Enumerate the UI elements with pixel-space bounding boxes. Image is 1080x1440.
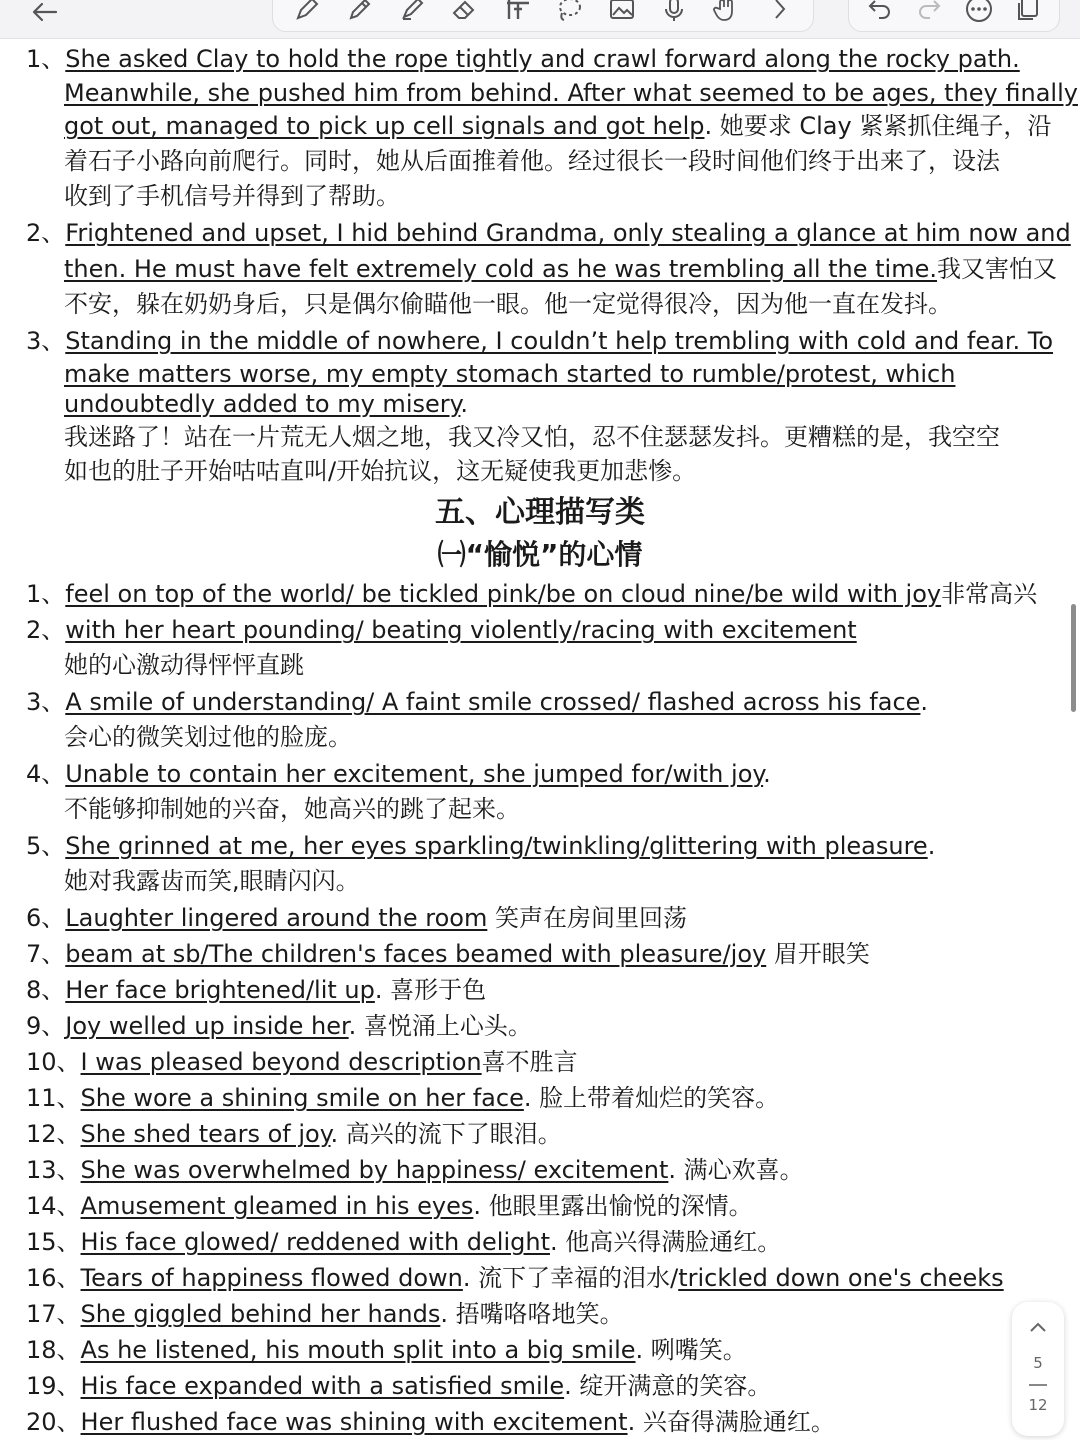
english-text: She grinned at me, her eyes sparkling/twinkling/glittering with pleasure xyxy=(65,832,928,860)
chinese-text: 着石子小路向前爬行。同时，她从后面推着他。经过很长一段时间他们终于出来了，设法 xyxy=(64,147,1000,175)
list-item xyxy=(26,1117,1052,1151)
english-text: She was overwhelmed by happiness/ excitement xyxy=(80,1156,669,1184)
chinese-text: 喜不胜言 xyxy=(481,1048,578,1076)
chinese-text: 她对我露齿而笑,眼睛闪闪。 xyxy=(64,867,360,895)
english-text: Her face brightened/lit up xyxy=(65,976,375,1004)
chinese-text: 不安，躲在奶奶身后，只是偶尔偷瞄他一眼。他一定觉得很冷，因为他一直在发抖。 xyxy=(64,290,952,318)
chinese-text: 我迷路了！站在一片荒无人烟之地，我又冷又怕，忍不住瑟瑟发抖。更糟糕的是，我空空 xyxy=(64,423,1000,451)
chinese-text: . xyxy=(460,390,469,418)
subsection-title: ㈠“愉悦”的心情 xyxy=(437,538,643,571)
item-number: 10、 xyxy=(26,1048,81,1076)
list-item-line xyxy=(64,648,1052,682)
text-tool-icon xyxy=(503,0,531,23)
list-item xyxy=(26,1261,1052,1295)
chevron-right-icon xyxy=(765,0,793,23)
scrollbar-thumb[interactable] xyxy=(1071,604,1076,712)
undo-button[interactable] xyxy=(861,0,899,26)
chinese-text: . 捂嘴咯咯地笑。 xyxy=(440,1300,624,1328)
list-item xyxy=(26,829,1052,863)
list-item xyxy=(26,216,1071,250)
item-number: 2、 xyxy=(26,616,66,644)
english-text: Her flushed face was shining with excitement xyxy=(80,1408,628,1436)
list-item-line xyxy=(64,76,1078,110)
chinese-text: 眉开眼笑 xyxy=(766,940,870,968)
list-item-line xyxy=(64,109,1052,143)
item-number: 18、 xyxy=(26,1336,81,1364)
chinese-text: . 他高兴得满脸通红。 xyxy=(550,1228,782,1256)
list-item xyxy=(26,577,1052,611)
text-tool-button[interactable] xyxy=(498,0,536,26)
chinese-text: . 咧嘴笑。 xyxy=(635,1336,747,1364)
microphone-button[interactable] xyxy=(655,0,693,26)
item-number: 6、 xyxy=(26,904,66,932)
english-text: feel on top of the world/ be tickled pink/be on cloud nine/be wild with joy xyxy=(65,580,942,608)
english-text: Frightened and upset, I hid behind Grandma, only stealing a glance at him now and xyxy=(65,219,1071,247)
list-item xyxy=(26,1009,1052,1043)
list-item xyxy=(26,901,1052,935)
list-item xyxy=(26,757,1052,791)
list-item xyxy=(26,613,1052,647)
chinese-text: . 喜悦涌上心头。 xyxy=(348,1012,532,1040)
chinese-text: 我又害怕又 xyxy=(936,255,1057,283)
item-number: 5、 xyxy=(26,832,66,860)
chinese-text: . 满心欢喜。 xyxy=(668,1156,804,1184)
list-item-line xyxy=(64,357,1052,391)
more-icon xyxy=(965,0,993,23)
english-text: beam at sb/The children's faces beamed with pleasure/joy xyxy=(65,940,767,968)
english-text: Joy welled up inside her xyxy=(65,1012,349,1040)
hand-tool-button[interactable] xyxy=(707,0,745,26)
list-item-line xyxy=(64,720,1052,754)
pencil-icon xyxy=(346,0,374,23)
english-text: A smile of understanding/ A faint smile crossed/ flashed across his face xyxy=(65,688,921,716)
list-item xyxy=(26,685,1052,719)
more-button[interactable] xyxy=(960,0,998,26)
item-number: 14、 xyxy=(26,1192,81,1220)
chinese-text: . 绽开满意的笑容。 xyxy=(564,1372,772,1400)
english-text: got out, managed to pick up cell signals and got help xyxy=(64,112,705,140)
action-bar xyxy=(848,0,1060,32)
english-text: His face glowed/ reddened with delight xyxy=(80,1228,550,1256)
list-item xyxy=(26,937,1052,971)
more-tools-button[interactable] xyxy=(760,0,798,26)
item-number: 9、 xyxy=(26,1012,66,1040)
tool-palette xyxy=(272,0,814,32)
item-number: 8、 xyxy=(26,976,66,1004)
chinese-text: 如也的肚子开始咕咕直叫/开始抗议，这无疑使我更加悲惨。 xyxy=(64,457,697,485)
pages-button[interactable] xyxy=(1009,0,1047,26)
image-tool-button[interactable] xyxy=(603,0,641,26)
top-toolbar xyxy=(0,0,1080,39)
item-number: 3、 xyxy=(26,327,66,355)
chinese-text: . xyxy=(927,832,936,860)
chinese-text: 不能够抑制她的兴奋，她高兴的跳了起来。 xyxy=(64,795,520,823)
lasso-icon xyxy=(555,0,583,23)
redo-icon xyxy=(915,0,943,23)
english-text: She giggled behind her hands xyxy=(80,1300,441,1328)
list-item xyxy=(26,1369,1052,1403)
item-number: 1、 xyxy=(26,45,66,73)
english-text: then. He must have felt extremely cold as he was trembling all the time. xyxy=(64,255,937,283)
english-text: Unable to contain her excitement, she jumped for/with joy xyxy=(65,760,764,788)
english-text-2: trickled down one's cheeks xyxy=(678,1264,1004,1292)
english-text: Meanwhile, she pushed him from behind. After what seemed to be ages, they finally xyxy=(64,79,1078,107)
english-text: Standing in the middle of nowhere, I couldn’t help trembling with cold and fear. To xyxy=(65,327,1054,355)
eraser-icon xyxy=(450,0,478,23)
total-pages: 12 xyxy=(1028,1396,1048,1414)
item-number: 4、 xyxy=(26,760,66,788)
english-text: make matters worse, my empty stomach started to rumble/protest, which xyxy=(64,360,956,388)
item-number: 11、 xyxy=(26,1084,81,1112)
eraser-tool-button[interactable] xyxy=(445,0,483,26)
english-text: Tears of happiness flowed down xyxy=(80,1264,463,1292)
chinese-text: . xyxy=(920,688,929,716)
list-item xyxy=(26,973,1052,1007)
list-item-line xyxy=(64,387,1052,421)
list-item xyxy=(26,1405,1052,1439)
list-item-line xyxy=(64,179,1052,213)
item-number: 20、 xyxy=(26,1408,81,1436)
item-number: 3、 xyxy=(26,688,66,716)
chinese-text: . 她要求 Clay 紧紧抓住绳子，沿 xyxy=(704,112,1052,140)
chinese-text: . xyxy=(763,760,771,788)
english-text: Amusement gleamed in his eyes xyxy=(80,1192,474,1220)
item-number: 2、 xyxy=(26,219,66,247)
english-text: She shed tears of joy xyxy=(80,1120,331,1148)
lasso-tool-button[interactable] xyxy=(550,0,588,26)
list-item xyxy=(26,1045,1052,1079)
chinese-text: 收到了手机信号并得到了帮助。 xyxy=(64,182,400,210)
english-text: undoubtedly added to my misery xyxy=(64,390,461,418)
microphone-icon xyxy=(660,0,688,23)
page-indicator[interactable] xyxy=(1012,1302,1064,1436)
list-item-line xyxy=(64,287,1052,321)
list-item-line xyxy=(64,864,1052,898)
list-item-line xyxy=(64,420,1052,454)
back-arrow-icon xyxy=(30,0,60,24)
chevron-up-icon[interactable] xyxy=(1026,1316,1050,1340)
page-divider xyxy=(1029,1384,1047,1386)
item-number: 13、 xyxy=(26,1156,81,1184)
list-item-line xyxy=(64,252,1057,286)
list-item xyxy=(26,1081,1052,1115)
item-number: 1、 xyxy=(26,580,66,608)
pencil-tool-button[interactable] xyxy=(341,0,379,26)
pen-icon xyxy=(293,0,321,23)
english-text: Laughter lingered around the room xyxy=(65,904,488,932)
undo-icon xyxy=(866,0,894,23)
english-text: She wore a shining smile on her face xyxy=(80,1084,524,1112)
chinese-text: 笑声在房间里回荡 xyxy=(487,904,687,932)
item-number: 16、 xyxy=(26,1264,81,1292)
highlighter-icon xyxy=(398,0,426,23)
list-item xyxy=(26,1333,1052,1367)
list-item-line xyxy=(64,144,1052,178)
chinese-text: 她的心激动得怦怦直跳 xyxy=(64,651,304,679)
chinese-text: . 高兴的流下了眼泪。 xyxy=(330,1120,562,1148)
chinese-text: 非常高兴 xyxy=(941,580,1038,608)
pages-icon xyxy=(1014,0,1042,23)
highlighter-tool-button[interactable] xyxy=(393,0,431,26)
english-text: She asked Clay to hold the rope tightly and crawl forward along the rocky path. xyxy=(65,45,1020,73)
chinese-text: 会心的微笑划过他的脸庞。 xyxy=(64,723,352,751)
pen-tool-button[interactable] xyxy=(288,0,326,26)
list-item xyxy=(26,1297,1052,1331)
list-item xyxy=(26,324,1052,358)
chinese-text: . 喜形于色 xyxy=(374,976,487,1004)
list-item xyxy=(26,42,1052,76)
chinese-text: . 他眼里露出愉悦的深情。 xyxy=(473,1192,753,1220)
chinese-text: . 兴奋得满脸通红。 xyxy=(627,1408,835,1436)
image-icon xyxy=(608,0,636,23)
hand-icon xyxy=(712,0,740,23)
item-number: 7、 xyxy=(26,940,66,968)
redo-button[interactable] xyxy=(910,0,948,26)
list-item-line xyxy=(64,454,1052,488)
english-text: I was pleased beyond description xyxy=(80,1048,482,1076)
item-number: 19、 xyxy=(26,1372,81,1400)
item-number: 12、 xyxy=(26,1120,81,1148)
current-page: 5 xyxy=(1033,1354,1043,1372)
chinese-text: . 脸上带着灿烂的笑容。 xyxy=(523,1084,780,1112)
list-item xyxy=(26,1153,1052,1187)
english-text: As he listened, his mouth split into a big smile xyxy=(80,1336,636,1364)
item-number: 15、 xyxy=(26,1228,81,1256)
english-text: with her heart pounding/ beating violently/racing with excitement xyxy=(65,616,857,644)
item-number: 17、 xyxy=(26,1300,81,1328)
list-item-line xyxy=(64,792,1052,826)
list-item xyxy=(26,1189,1052,1223)
chinese-text: . 流下了幸福的泪水/ xyxy=(462,1264,679,1292)
english-text: His face expanded with a satisfied smile xyxy=(80,1372,565,1400)
list-item xyxy=(26,1225,1052,1259)
section-title: 五、心理描写类 xyxy=(435,495,645,530)
back-button[interactable] xyxy=(18,0,72,30)
